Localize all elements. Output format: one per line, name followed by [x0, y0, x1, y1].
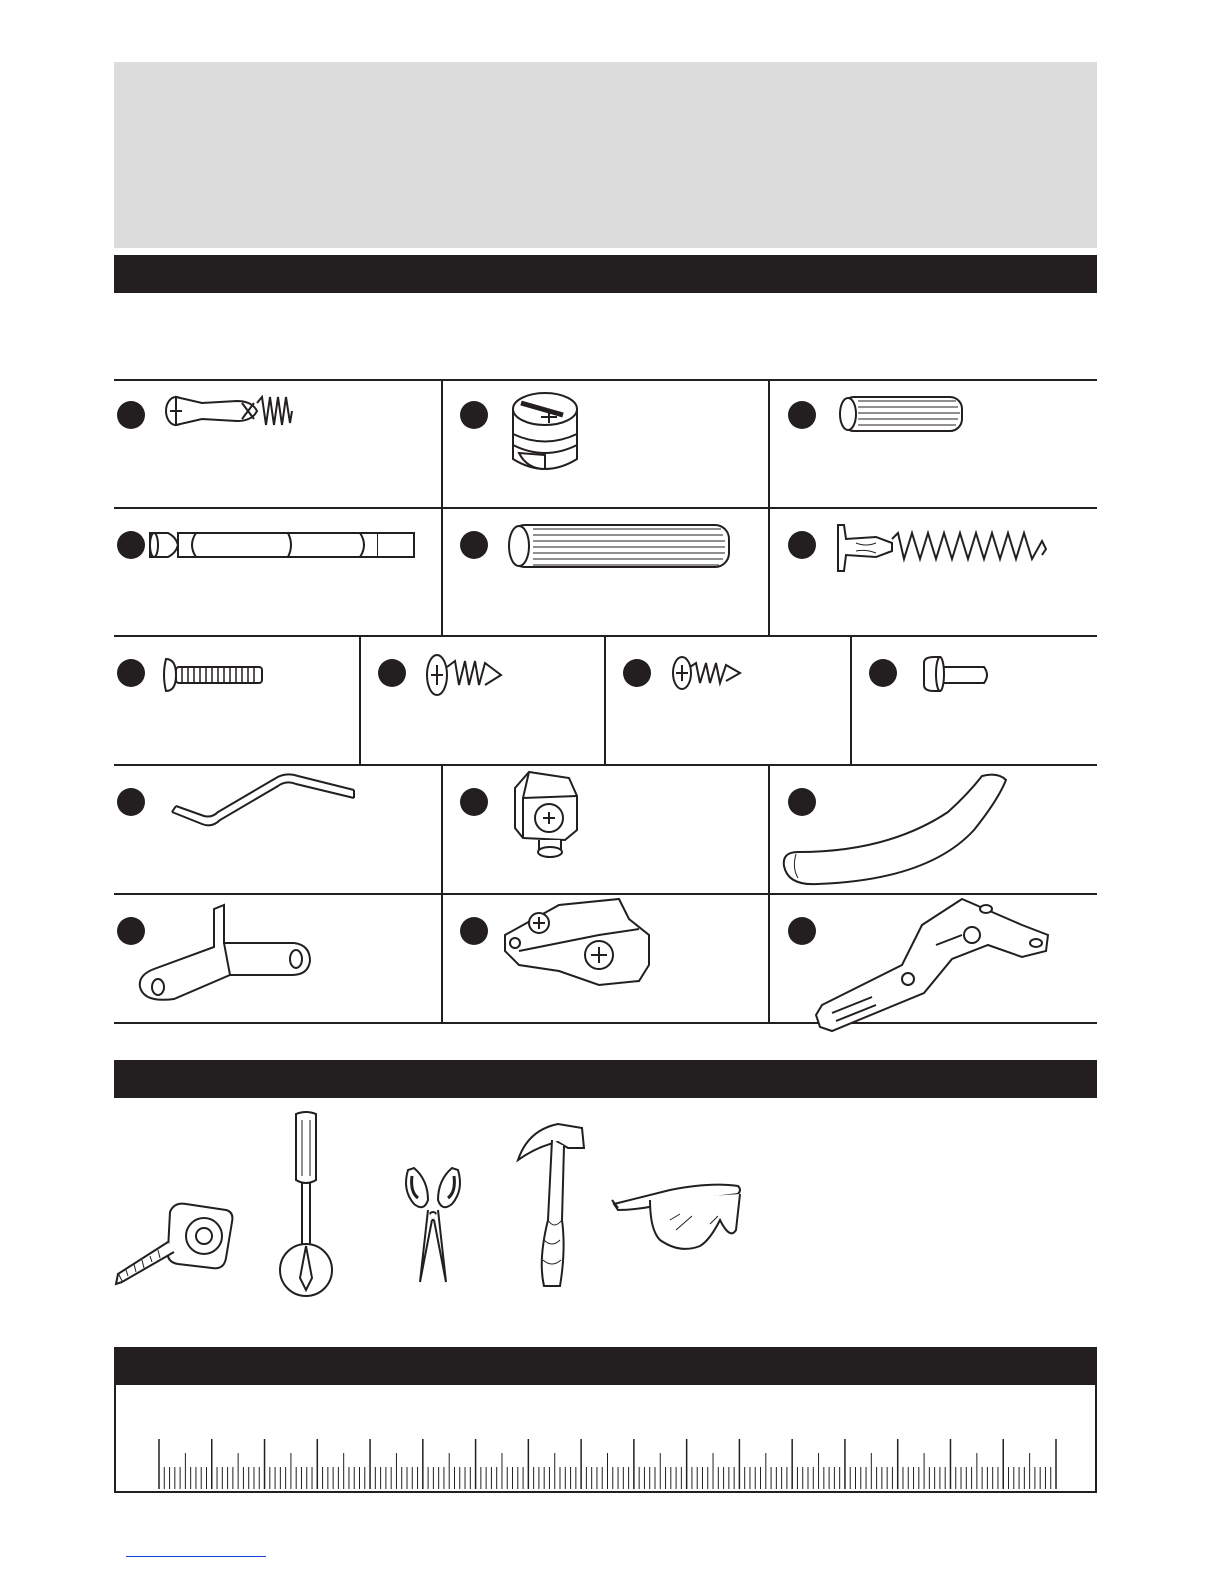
header-panel — [114, 62, 1097, 248]
fitting-cell — [770, 766, 1097, 893]
fitting-cell — [114, 379, 441, 507]
fitting-cell — [114, 895, 441, 1022]
fittings-section-header — [114, 255, 1097, 293]
fitting-cell — [852, 637, 1097, 764]
wooden-dowel-long-icon — [505, 519, 735, 575]
tools-section-header — [114, 1060, 1097, 1098]
fitting-cell — [770, 379, 1097, 507]
tools-row — [114, 1100, 1097, 1300]
fitting-badge — [460, 401, 488, 429]
allen-key-icon — [168, 772, 368, 842]
tape-measure-icon — [114, 1198, 234, 1288]
wood-screw-washer-icon — [425, 651, 505, 701]
fittings-grid — [114, 379, 1097, 1024]
fitting-badge — [869, 659, 897, 687]
fitting-badge — [378, 659, 406, 687]
machine-screw-icon — [160, 655, 270, 695]
angle-bracket-icon — [134, 903, 324, 1003]
fitting-cell — [443, 766, 768, 893]
screwdriver-icon — [276, 1110, 336, 1300]
fitting-badge — [623, 659, 651, 687]
ruler-section-header — [114, 1347, 1097, 1385]
fitting-badge — [117, 401, 145, 429]
hammer-icon — [508, 1120, 598, 1290]
wooden-dowel-short-icon — [834, 393, 974, 437]
fitting-badge — [460, 788, 488, 816]
fitting-badge — [788, 401, 816, 429]
scissors-icon — [398, 1160, 468, 1290]
fitting-cell — [114, 766, 441, 893]
fitting-badge — [117, 788, 145, 816]
fitting-badge — [788, 531, 816, 559]
fitting-cell — [114, 509, 441, 635]
cabinet-hinge-icon — [812, 895, 1052, 1035]
cam-lock-icon — [505, 389, 585, 484]
fitting-cell — [361, 637, 604, 764]
wood-screw-small-icon — [670, 653, 750, 693]
ruler-scale — [116, 1385, 1095, 1491]
fitting-badge — [117, 531, 145, 559]
fitting-badge — [460, 917, 488, 945]
fitting-cell — [114, 637, 359, 764]
fitting-badge — [117, 659, 145, 687]
fittings-intro — [114, 300, 1097, 360]
fitting-cell — [770, 509, 1097, 635]
plastic-strip-icon — [778, 770, 1018, 890]
fitting-cell — [443, 509, 768, 635]
double-cam-bolt-icon — [148, 525, 418, 565]
safety-glasses-icon — [610, 1180, 750, 1270]
fitting-cell — [770, 895, 1097, 1022]
hinge-plate-icon — [499, 895, 659, 1005]
page-link-underline[interactable] — [126, 1556, 266, 1557]
fitting-cell — [443, 379, 768, 507]
cam-bolt-icon — [162, 393, 322, 433]
wall-plug-screw-icon — [832, 519, 1062, 579]
fitting-cell — [443, 895, 768, 1022]
drawer-connector-icon — [509, 768, 589, 868]
fitting-badge — [460, 531, 488, 559]
fitting-cell — [606, 637, 850, 764]
shelf-pin-icon — [920, 653, 1000, 703]
ruler-panel — [114, 1385, 1097, 1493]
